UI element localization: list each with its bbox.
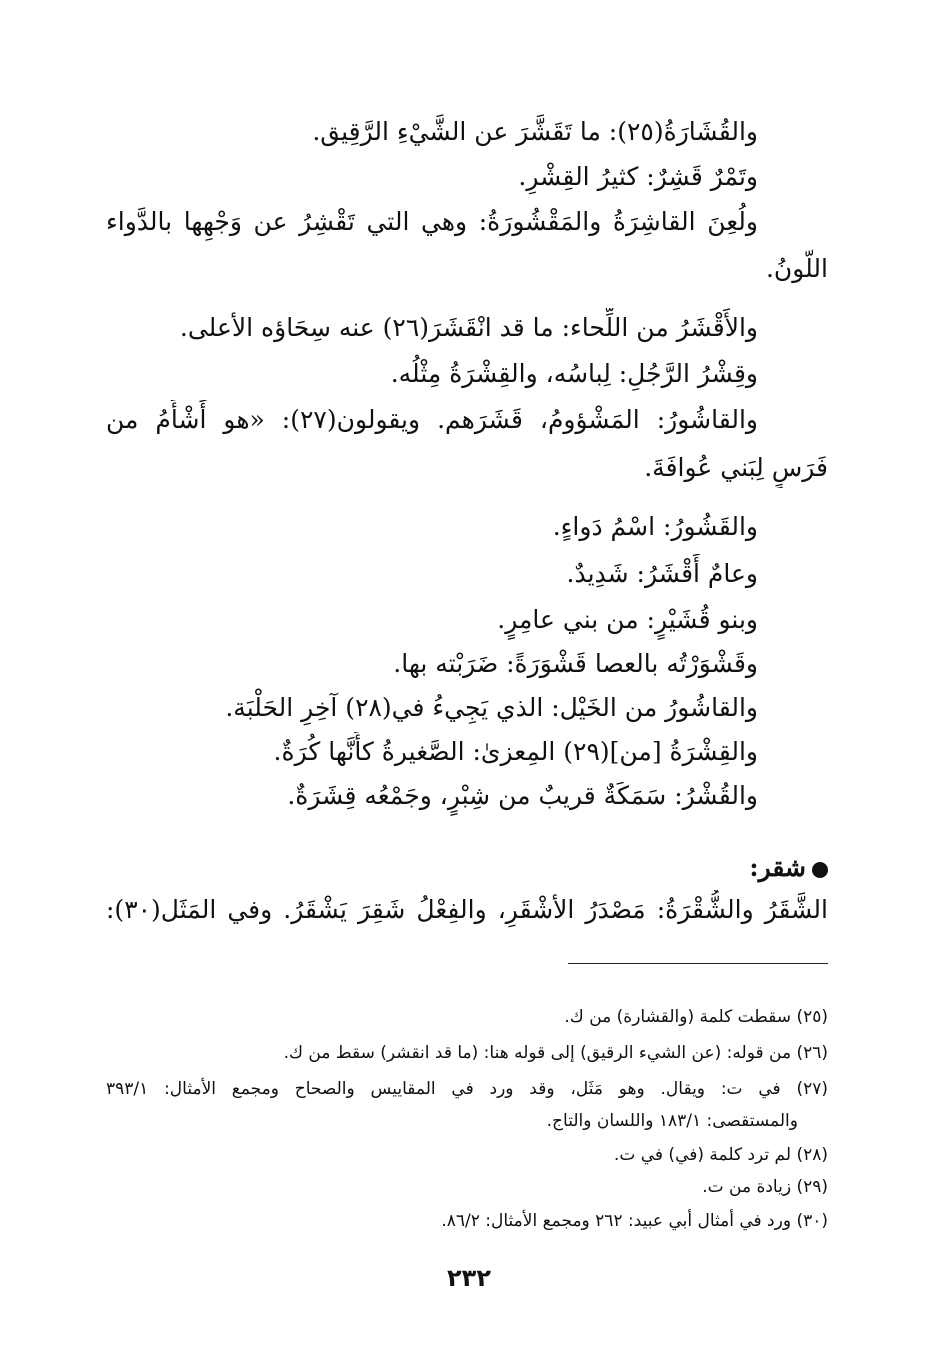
entry-line: والقُشْرُ: سَمَكَةٌ قريبٌ من شِبْرٍ، وجَمْعُه قِشَرَةٌ. xyxy=(287,781,758,810)
entry-line: وقَشْوَرْتُه بالعصا قَشْوَرَةً: ضَرَبْته بها. xyxy=(393,649,758,678)
page-number: ٢٣٢ xyxy=(447,1264,491,1292)
entry-line: والقاشُورُ من الخَيْل: الذي يَجِيءُ في(٢٨) آخِرِ الحَلْبَة. xyxy=(225,693,758,722)
footnote: (٢٩) زيادة من ت. xyxy=(702,1177,828,1197)
entry-line: ولُعِنَ القاشِرَةُ والمَقْشُورَةُ: وهي التي تَقْشِرُ عن وَجْهِها بالدَّواء xyxy=(106,207,758,236)
entry-line: والقِشْرَةُ [من](٢٩) المِعزىٰ: الصَّغيرةُ كأَنَّها كُرَةٌ. xyxy=(273,737,758,766)
entry-line: فَرَسٍ لِبَني عُوافَةَ. xyxy=(644,453,828,482)
bullet-icon xyxy=(812,862,828,878)
entry-line: وبنو قُشَيْرٍ: من بني عامِرٍ. xyxy=(497,605,758,634)
footnote-divider xyxy=(568,963,828,964)
entry-line: وعامٌ أَقْشَرُ: شَدِيدٌ. xyxy=(566,559,758,588)
section-heading-text: شقر: xyxy=(749,853,806,882)
entry-line: والأَقْشَرُ من اللِّحاء: ما قد انْقَشَرَ(٢٦) عنه سِحَاؤه الأعلى. xyxy=(179,313,758,342)
footnote: (٢٨) لم ترد كلمة (في) في ت. xyxy=(613,1145,828,1165)
section-text: الشَّقَرُ والشُّقْرَةُ: مَصْدَرُ الأشْقَرِ، والفِعْلُ شَقِرَ يَشْقَرُ. وفي المَثَل(٣٠): xyxy=(106,895,828,924)
footnote: (٣٠) ورد في أمثال أبي عبيد: ٢٦٢ ومجمع الأمثال: ٨٦/٢. xyxy=(441,1211,828,1231)
entry-line: وتَمْرٌ قَشِرٌ: كثيرُ القِشْرِ. xyxy=(518,162,758,191)
footnote: (٢٧) في ت: ويقال. وهو مَثَل، وقد ورد في المقاييس والصحاح ومجمع الأمثال: ٣٩٣/١ xyxy=(106,1079,828,1099)
footnote: (٢٦) من قوله: (عن الشيء الرقيق) إلى قوله هنا: (ما قد انقشر) سقط من ك. xyxy=(283,1043,828,1063)
entry-line: والقاشُورُ: المَشْؤومُ، قَشَرَهم. ويقولون(٢٧): «هو أَشْأَمُ من xyxy=(106,405,758,434)
section-heading xyxy=(106,848,828,888)
entry-line: وقِشْرُ الرَّجُلِ: لِباسُه، والقِشْرَةُ مِثْلُه. xyxy=(390,359,758,388)
entry-line: والقُشَارَةُ(٢٥): ما تَقَشَّرَ عن الشَّيْءِ الرَّقِيق. xyxy=(312,117,758,146)
footnote-continuation: والمستقصى: ١٨٣/١ واللسان والتاج. xyxy=(546,1111,798,1131)
footnote: (٢٥) سقطت كلمة (والقشارة) من ك. xyxy=(564,1007,828,1027)
entry-line: اللَّونُ. xyxy=(765,254,828,283)
entry-line: والقَشُورُ: اسْمُ دَواءٍ. xyxy=(552,512,758,541)
